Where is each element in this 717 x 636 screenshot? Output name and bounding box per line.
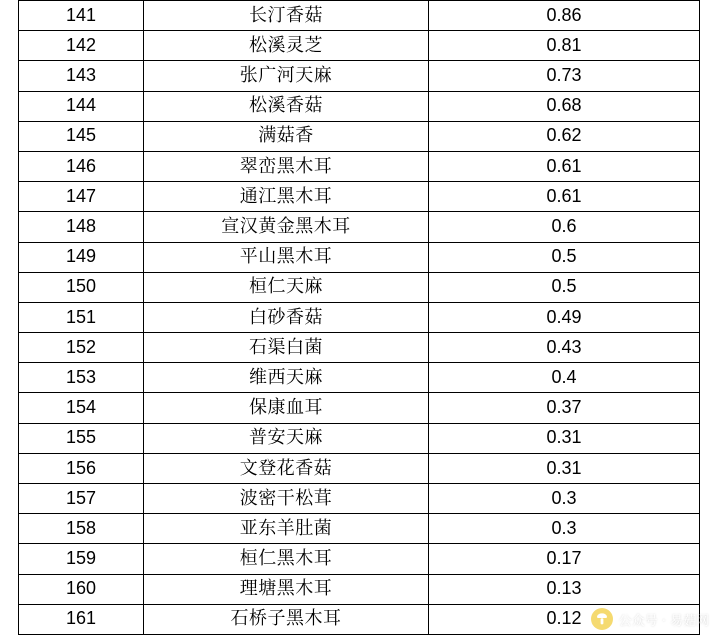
cell-name: 白砂香菇 bbox=[144, 302, 429, 332]
table-row bbox=[19, 302, 700, 332]
spreadsheet-table-region bbox=[18, 0, 699, 635]
cell-rank: 146 bbox=[19, 151, 144, 181]
cell-name: 翠峦黑木耳 bbox=[144, 151, 429, 181]
cell-rank: 155 bbox=[19, 423, 144, 453]
cell-name: 通江黑木耳 bbox=[144, 182, 429, 212]
table-body bbox=[19, 1, 700, 635]
cell-name: 文登花香菇 bbox=[144, 453, 429, 483]
cell-value: 0.4 bbox=[429, 363, 700, 393]
cell-rank: 148 bbox=[19, 212, 144, 242]
cell-rank: 150 bbox=[19, 272, 144, 302]
table-row bbox=[19, 121, 700, 151]
table-row bbox=[19, 393, 700, 423]
cell-rank: 157 bbox=[19, 484, 144, 514]
cell-rank: 153 bbox=[19, 363, 144, 393]
table-row bbox=[19, 453, 700, 483]
cell-value: 0.5 bbox=[429, 272, 700, 302]
cell-value: 0.86 bbox=[429, 1, 700, 31]
cell-name: 松溪灵芝 bbox=[144, 31, 429, 61]
cell-name: 满菇香 bbox=[144, 121, 429, 151]
cell-name: 石桥子黑木耳 bbox=[144, 604, 429, 634]
cell-value: 0.3 bbox=[429, 484, 700, 514]
cell-value: 0.73 bbox=[429, 61, 700, 91]
cell-rank: 160 bbox=[19, 574, 144, 604]
cell-value: 0.62 bbox=[429, 121, 700, 151]
table-row bbox=[19, 151, 700, 181]
cell-value: 0.13 bbox=[429, 574, 700, 604]
cell-rank: 147 bbox=[19, 182, 144, 212]
cell-name: 桓仁黑木耳 bbox=[144, 544, 429, 574]
cell-value: 0.6 bbox=[429, 212, 700, 242]
cell-name: 宣汉黄金黑木耳 bbox=[144, 212, 429, 242]
cell-name: 亚东羊肚菌 bbox=[144, 514, 429, 544]
cell-rank: 161 bbox=[19, 604, 144, 634]
cell-value: 0.61 bbox=[429, 182, 700, 212]
cell-rank: 143 bbox=[19, 61, 144, 91]
table-row bbox=[19, 91, 700, 121]
cell-value: 0.12 bbox=[429, 604, 700, 634]
cell-value: 0.37 bbox=[429, 393, 700, 423]
cell-value: 0.68 bbox=[429, 91, 700, 121]
cell-value: 0.43 bbox=[429, 333, 700, 363]
table-row bbox=[19, 363, 700, 393]
table-row bbox=[19, 1, 700, 31]
table-row bbox=[19, 333, 700, 363]
cell-value: 0.5 bbox=[429, 242, 700, 272]
table-row bbox=[19, 544, 700, 574]
cell-rank: 142 bbox=[19, 31, 144, 61]
cell-rank: 158 bbox=[19, 514, 144, 544]
cell-value: 0.61 bbox=[429, 151, 700, 181]
table-row bbox=[19, 423, 700, 453]
table-row bbox=[19, 604, 700, 634]
cell-rank: 151 bbox=[19, 302, 144, 332]
cell-value: 0.31 bbox=[429, 453, 700, 483]
cell-value: 0.3 bbox=[429, 514, 700, 544]
cell-value: 0.49 bbox=[429, 302, 700, 332]
table-row bbox=[19, 272, 700, 302]
cell-rank: 144 bbox=[19, 91, 144, 121]
table-row bbox=[19, 484, 700, 514]
cell-name: 桓仁天麻 bbox=[144, 272, 429, 302]
cell-name: 维西天麻 bbox=[144, 363, 429, 393]
cell-value: 0.17 bbox=[429, 544, 700, 574]
cell-rank: 159 bbox=[19, 544, 144, 574]
cell-rank: 145 bbox=[19, 121, 144, 151]
cell-rank: 156 bbox=[19, 453, 144, 483]
cell-name: 理塘黑木耳 bbox=[144, 574, 429, 604]
table-row bbox=[19, 61, 700, 91]
table-row bbox=[19, 182, 700, 212]
cell-name: 普安天麻 bbox=[144, 423, 429, 453]
cell-name: 平山黑木耳 bbox=[144, 242, 429, 272]
cell-name: 石渠白菌 bbox=[144, 333, 429, 363]
cell-value: 0.31 bbox=[429, 423, 700, 453]
cell-name: 保康血耳 bbox=[144, 393, 429, 423]
cell-rank: 154 bbox=[19, 393, 144, 423]
table-row bbox=[19, 31, 700, 61]
cell-rank: 141 bbox=[19, 1, 144, 31]
cell-rank: 149 bbox=[19, 242, 144, 272]
cell-rank: 152 bbox=[19, 333, 144, 363]
cell-name: 张广河天麻 bbox=[144, 61, 429, 91]
cell-name: 松溪香菇 bbox=[144, 91, 429, 121]
table-row bbox=[19, 242, 700, 272]
cell-name: 波密干松茸 bbox=[144, 484, 429, 514]
table-row bbox=[19, 212, 700, 242]
cell-value: 0.81 bbox=[429, 31, 700, 61]
watermark-label: 公众号 · 易菇网 bbox=[618, 613, 709, 629]
data-table bbox=[18, 0, 700, 635]
table-row bbox=[19, 514, 700, 544]
cell-name: 长汀香菇 bbox=[144, 1, 429, 31]
table-row bbox=[19, 574, 700, 604]
